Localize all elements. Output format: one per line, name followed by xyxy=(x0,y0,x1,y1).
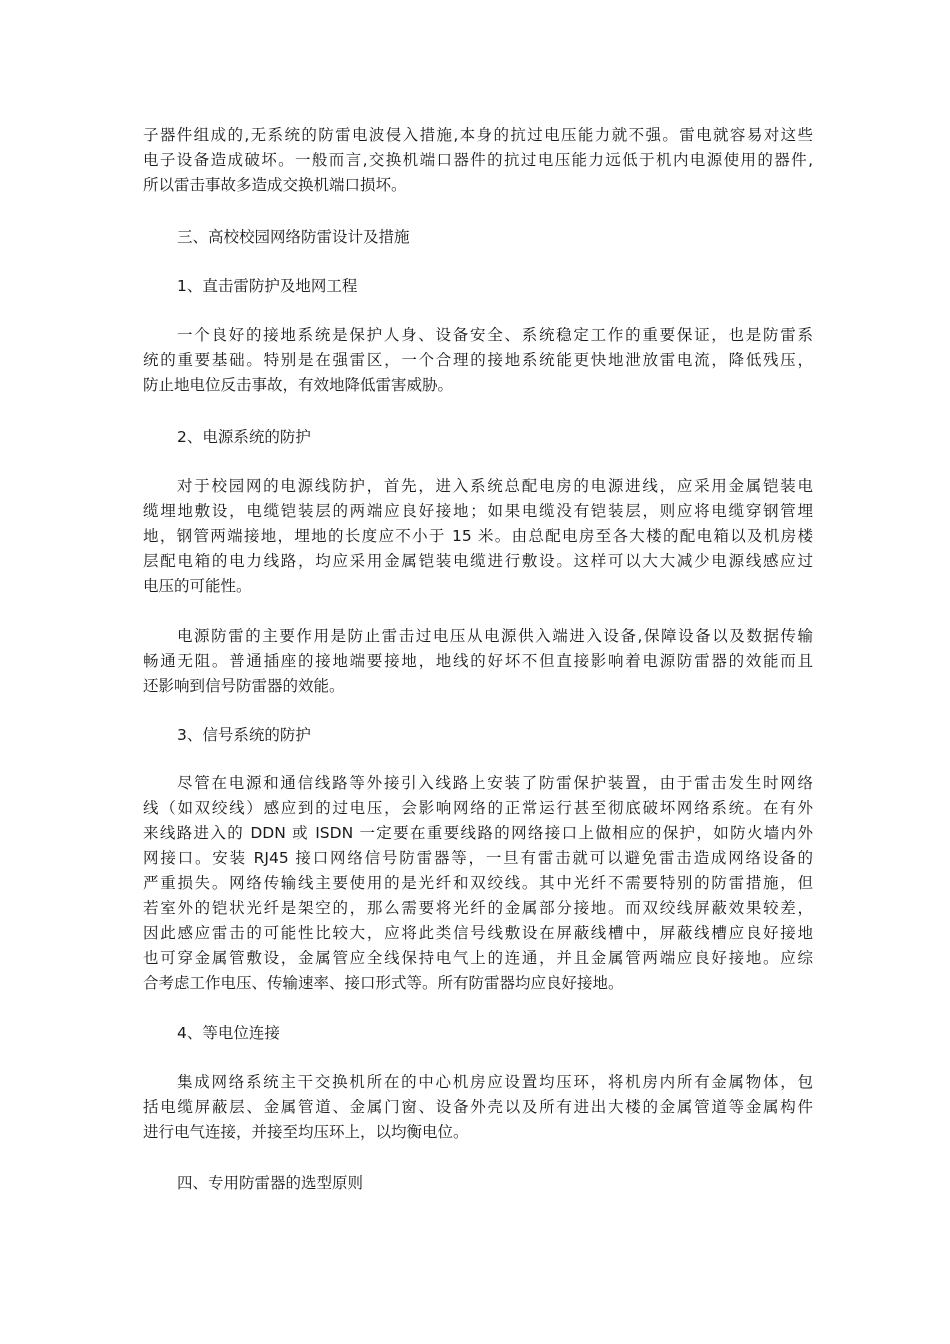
text-line: 对于校园网的电源线防护，首先，进入系统总配电房的电源进线，应采用金属铠装电 xyxy=(177,477,813,495)
text-line: 进行电气连接，并接至均压环上，以均衡电位。 xyxy=(143,1123,469,1141)
text-line: 还影响到信号防雷器的效能。 xyxy=(143,677,345,695)
subsection-heading-1: 1、直击雷防护及地网工程 xyxy=(177,277,358,295)
text-line: 若室外的铠状光纤是架空的，那么需要将光纤的金属部分接地。而双绞线屏蔽效果较差， xyxy=(143,899,813,917)
text-line: 集成网络系统主干交换机所在的中心机房应设置均压环，将机房内所有金属物体，包 xyxy=(177,1073,813,1091)
section-heading-4: 四、专用防雷器的选型原则 xyxy=(177,1174,364,1192)
text-line: 电源防雷的主要作用是防止雷击过电压从电源供入端进入设备,保障设备以及数据传输 xyxy=(177,627,813,645)
text-line: 缆埋地敷设，电缆铠装层的两端应良好接地；如果电缆没有铠装层，则应将电缆穿钢管埋 xyxy=(143,502,813,520)
text-line: 电压的可能性。 xyxy=(143,577,252,595)
text-line: 网接口。安装 RJ45 接口网络信号防雷器等，一旦有雷击就可以避免雷击造成网络设备的 xyxy=(143,849,813,867)
paragraph-port-damage xyxy=(143,123,813,198)
text-line: 防止地电位反击事故，有效地降低雷害威胁。 xyxy=(143,376,454,394)
text-line: 来线路进入的 DDN 或 ISDN 一定要在重要线路的网络接口上做相应的保护，如防火墙内外 xyxy=(143,824,813,842)
text-line: 地，钢管两端接地，埋地的长度应不小于 15 米。由总配电房至各大楼的配电箱以及机房楼 xyxy=(143,527,813,545)
text-line: 线（如双绞线）感应到的过电压，会影响网络的正常运行甚至彻底破坏网络系统。在有外 xyxy=(143,799,813,817)
text-line: 尽管在电源和通信线路等外接引入线路上安装了防雷保护装置，由于雷击发生时网络 xyxy=(177,774,813,792)
text-line: 层配电箱的电力线路，均应采用金属铠装电缆进行敷设。这样可以大大减少电源线感应过 xyxy=(143,552,813,570)
text-line: 括电缆屏蔽层、金属管道、金属门窗、设备外壳以及所有进出大楼的金属管道等金属构件 xyxy=(143,1098,813,1116)
text-line: 合考虑工作电压、传输速率、接口形式等。所有防雷器均应良好接地。 xyxy=(143,974,624,992)
text-line: 子器件组成的,无系统的防雷电波侵入措施,本身的抗过电压能力就不强。雷电就容易对这些 xyxy=(143,126,813,144)
text-line: 畅通无阻。普通插座的接地端要接地，地线的好坏不但直接影响着电源防雷器的效能而且 xyxy=(143,652,813,670)
paragraph-grounding xyxy=(143,323,813,398)
text-line: 因此感应雷击的可能性比较大，应将此类信号线敷设在屏蔽线槽中，屏蔽线槽应良好接地 xyxy=(143,924,813,942)
text-line: 所以雷击事故多造成交换机端口损坏。 xyxy=(143,176,407,194)
text-line: 也可穿金属管敷设，金属管应全线保持电气上的连通，并且金属管两端应良好接地。应综 xyxy=(143,949,813,967)
paragraph-signal xyxy=(143,771,813,996)
text-line: 统的重要基础。特别是在强雷区，一个合理的接地系统能更快地泄放雷电流，降低残压， xyxy=(143,351,813,369)
text-line: 一个良好的接地系统是保护人身、设备安全、系统稳定工作的重要保证，也是防雷系 xyxy=(177,326,813,344)
text-line: 电子设备造成破坏。一般而言,交换机端口器件的抗过电压能力远低于机内电源使用的器件, xyxy=(143,151,813,169)
text-line: 严重损失。网络传输线主要使用的是光纤和双绞线。其中光纤不需要特别的防雷措施，但 xyxy=(143,874,813,892)
subsection-heading-3: 3、信号系统的防护 xyxy=(177,726,311,744)
paragraph-power-line xyxy=(143,474,813,599)
paragraph-equipotential xyxy=(143,1070,813,1145)
subsection-heading-2: 2、电源系统的防护 xyxy=(177,428,311,446)
section-heading-3: 三、高校校园网络防雷设计及措施 xyxy=(177,228,410,246)
paragraph-power-surge xyxy=(143,624,813,699)
subsection-heading-4: 4、等电位连接 xyxy=(177,1024,280,1042)
